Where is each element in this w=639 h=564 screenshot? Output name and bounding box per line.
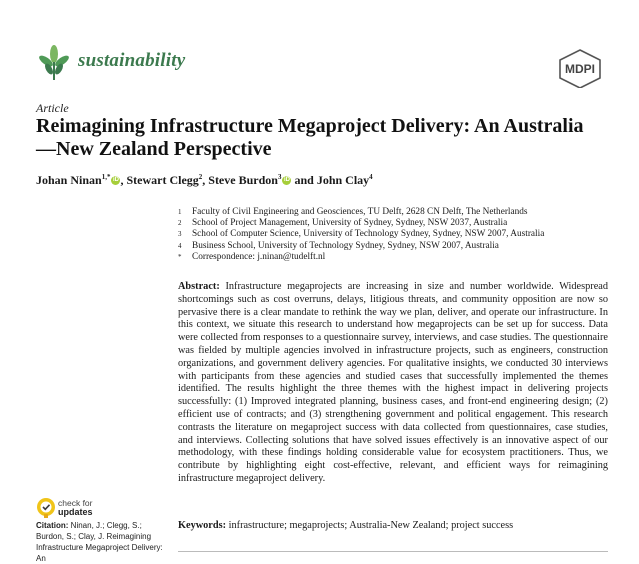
mdpi-logo-icon [556, 48, 604, 88]
affiliation-item [178, 218, 598, 229]
author-name: John Clay [316, 173, 370, 187]
affiliation-text: Correspondence: j.ninan@tudelft.nl [192, 251, 326, 262]
abstract-label: Abstract: [178, 281, 220, 292]
author-affiliation-sup: 3 [277, 173, 282, 181]
orcid-icon[interactable]: iD [112, 177, 119, 183]
keywords-text: infrastructure; megaprojects; Australia-New Zealand; project success [228, 520, 514, 531]
author-affiliation-sup: 1,* [101, 173, 111, 181]
citation-text: Ninan, J.; Clegg, S.; Burdon, S.; Clay, J. Reimagining Infrastructure Megaproject Delivery: An [36, 521, 163, 563]
author-affiliation-sup: 4 [369, 173, 373, 181]
author-separator: , [202, 173, 209, 187]
affiliation-number: 2 [178, 219, 182, 228]
abstract [178, 281, 608, 486]
author-separator: , [120, 173, 127, 187]
keywords-label: Keywords: [178, 520, 227, 531]
affiliation-text: School of Project Management, University of Sydney, Sydney, NSW 2037, Australia [192, 218, 508, 229]
affiliation-item [178, 229, 598, 240]
affiliation-item [178, 207, 598, 218]
affiliation-number: 1 [178, 208, 182, 216]
affiliation-number: * [178, 252, 182, 261]
author-name: Stewart Clegg [126, 173, 199, 187]
check-updates-icon [36, 497, 56, 519]
paper-title: Reimagining Infrastructure Megaproject Delivery: An Australia—New Zealand Perspective [36, 115, 584, 160]
publisher-name: MDPI [565, 62, 595, 76]
affiliation-text: Faculty of Civil Engineering and Geosciences, TU Delft, 2628 CN Delft, The Netherlands [192, 207, 528, 217]
divider [178, 551, 608, 552]
author-separator: and [291, 173, 317, 187]
author-name: Johan Ninan [36, 173, 102, 187]
citation-label: Citation: [36, 521, 69, 530]
orcid-icon[interactable]: iD [283, 177, 290, 183]
updates-label: updates [58, 507, 93, 517]
affiliation-item [178, 252, 598, 263]
affiliation-number: 3 [178, 230, 182, 239]
check-for-label: check for [58, 498, 93, 508]
check-for-updates-badge[interactable] [36, 497, 146, 519]
keywords [178, 520, 608, 531]
affiliations [178, 207, 598, 263]
affiliation-item [178, 241, 598, 252]
citation [36, 520, 164, 564]
author-affiliation-sup: 2 [198, 173, 203, 181]
author-name: Steve Burdon [208, 173, 278, 187]
author-list [36, 173, 373, 188]
affiliation-number: 4 [178, 241, 182, 250]
abstract-text: Infrastructure megaprojects are increasing in size and number worldwide. Widespread shortcomings such as cost overruns, delays, litigious threats, and community opposition are now so pervasive there is a clear mandate to rethink the way we plan, deliver, and operate our infrastructure. In this context, we situate this research to understand how megaprojects can be set up for success. Data were collected from responses to a questionnaire survey, interviews, and case studies. The questionnaire was fielded by multiple agencies involved in infrastructure projects, such as engineers, construction organizations, and government delivery agencies. For qualitative insights, we conducted 30 interviews with participants from these agencies and studied cases that successfully implemented the themes identified. The results highlight the three themes with the highest impact in delivering projects successfully: (1) Improved integrated planning, business cases, and front-end engineering design; (2) efficient use of contracts; and (3) strengthening government and political engagement. This research contrasts the literature on megaproject success with data collected from questionnaires, case studies, and interviews. Collecting solutions that have solved issues effectively is an innovative aspect of our methodology, with these findings holding considerable value for ecosystem practitioners. Thus, we contribute by highlighting eight cost-effective, relevant, and efficient ways for reimagining infrastructure megaproject delivery. [178, 281, 609, 484]
affiliation-text: Business School, University of Technology Sydney, Sydney, NSW 2007, Australia [192, 240, 499, 251]
article-type: Article [36, 101, 69, 115]
affiliation-text: School of Computer Science, University of Technology Sydney, Sydney, NSW 2007, Australia [192, 229, 545, 240]
journal-name: sustainability [78, 50, 186, 71]
sustainability-logo-icon [36, 44, 72, 82]
